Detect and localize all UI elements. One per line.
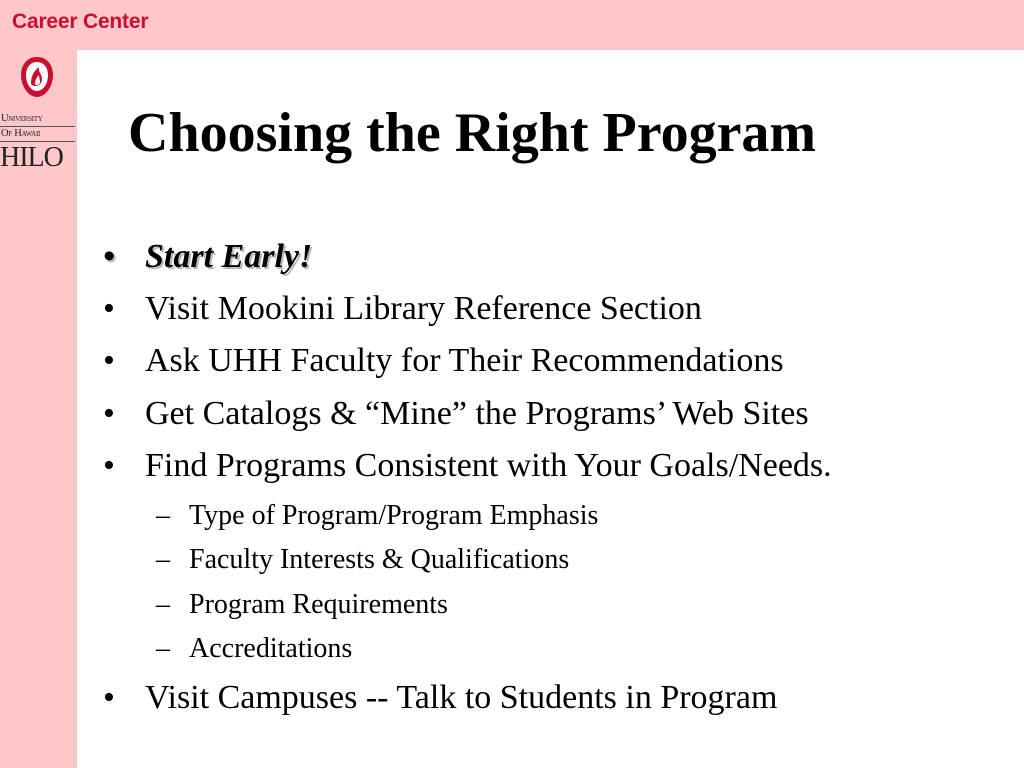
bullet-text: Visit Campuses -- Talk to Students in Program — [145, 679, 778, 716]
bullet-item — [103, 342, 784, 380]
sub-bullet-text: Type of Program/Program Emphasis — [189, 500, 599, 531]
bullet-item — [103, 447, 832, 485]
bullet-text: Find Programs Consistent with Your Goals/Needs. — [145, 447, 832, 484]
bullet-text: Start Early! — [145, 238, 313, 275]
bullet-icon: • — [103, 395, 115, 432]
dash-icon: – — [156, 544, 170, 575]
university-logo — [0, 112, 76, 173]
bullet-icon: • — [103, 447, 115, 484]
university-seal-icon — [19, 55, 55, 99]
bullet-item — [103, 290, 702, 328]
bullet-text: Get Catalogs & “Mine” the Programs’ Web Sites — [145, 395, 809, 432]
career-center-label: Career Center — [12, 10, 149, 33]
sub-bullet-item — [156, 500, 599, 532]
sub-bullet-text: Program Requirements — [189, 589, 448, 620]
sub-bullet-text: Faculty Interests & Qualifications — [189, 544, 570, 575]
bullet-icon: • — [103, 342, 115, 379]
logo-hilo: HILO — [0, 142, 63, 173]
header-band — [0, 0, 1024, 50]
slide-title: Choosing the Right Program — [128, 102, 817, 164]
dash-icon: – — [156, 633, 170, 664]
logo-of-hawaii: Of Hawaii — [0, 127, 75, 142]
sub-bullet-text: Accreditations — [189, 633, 353, 664]
sub-bullet-item — [156, 544, 570, 576]
bullet-icon: • — [103, 679, 115, 716]
sub-bullet-item — [156, 633, 353, 665]
bullet-item — [103, 238, 313, 276]
bullet-text: Ask UHH Faculty for Their Recommendations — [145, 342, 784, 379]
dash-icon: – — [156, 589, 170, 620]
bullet-icon: • — [103, 238, 115, 275]
sub-bullet-item — [156, 589, 448, 621]
bullet-item — [103, 395, 809, 433]
logo-university: University — [0, 112, 75, 127]
bullet-icon: • — [103, 290, 115, 327]
bullet-text: Visit Mookini Library Reference Section — [145, 290, 702, 327]
bullet-item — [103, 679, 778, 717]
dash-icon: – — [156, 500, 170, 531]
